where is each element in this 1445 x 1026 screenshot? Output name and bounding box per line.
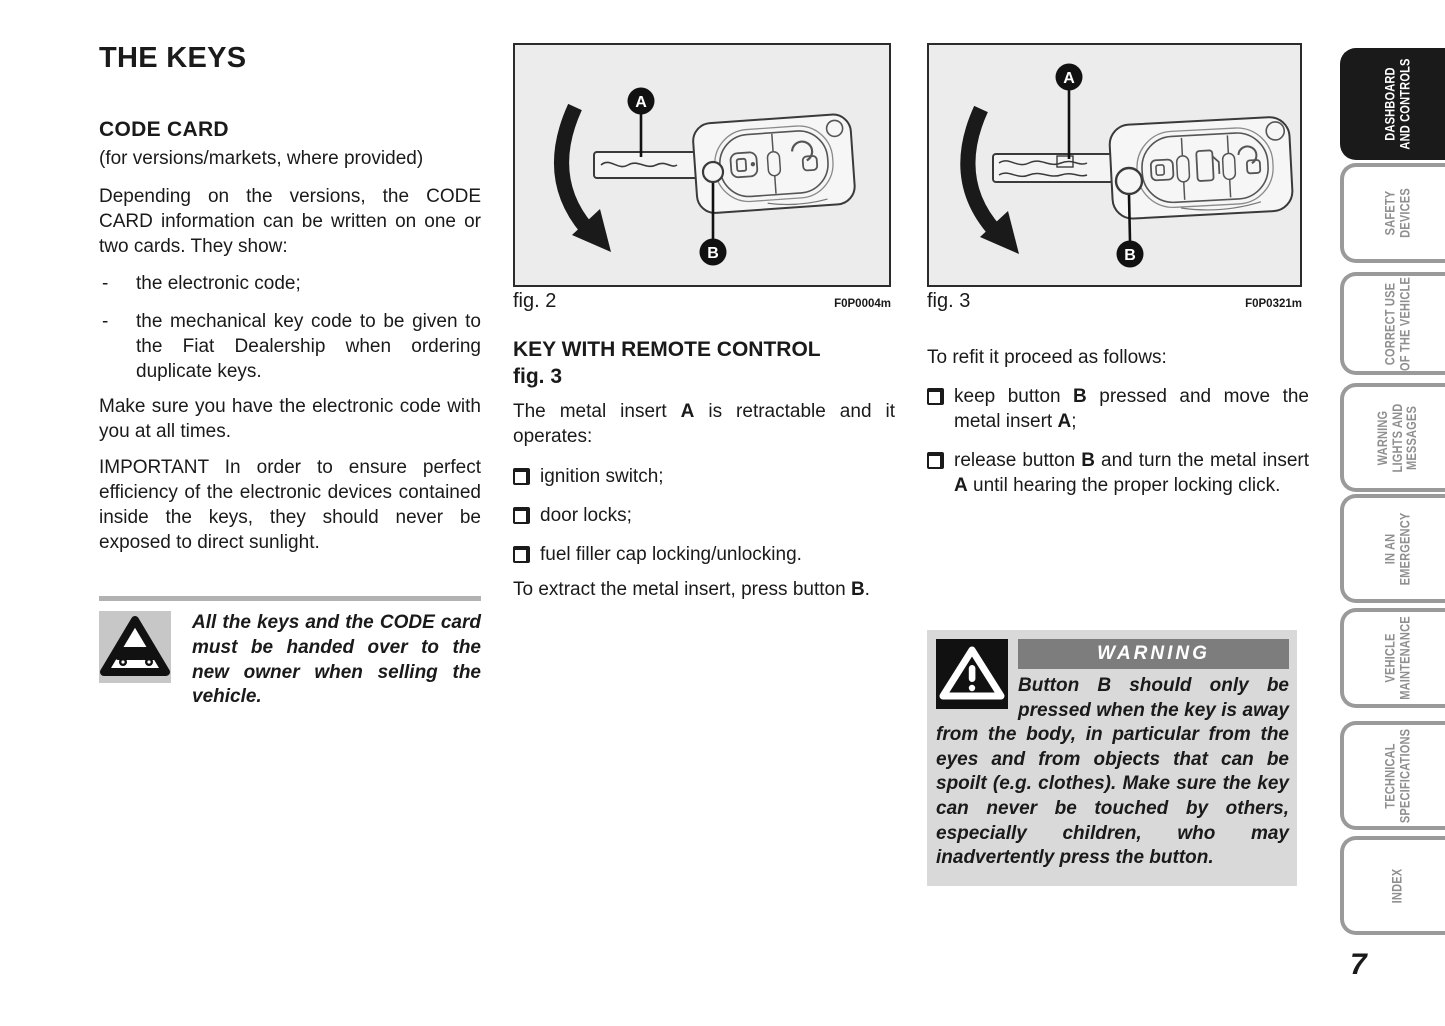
figure-2-caption-text: fig. 2 [513, 290, 557, 312]
note-box [99, 611, 481, 710]
van-warning-icon [99, 611, 171, 683]
bullet-item-text: ignition switch; [540, 466, 664, 487]
warning-title: WARNING [1097, 643, 1210, 664]
bullet-item-text: keep button B pressed and move the metal insert A; [954, 386, 1309, 432]
callout-a-label: A [635, 94, 647, 111]
page-title: THE KEYS [99, 42, 247, 74]
sidebar-tab-in-an-emergency [1340, 494, 1445, 603]
sidebar-tab-label: CORRECT USE OF THE VEHICLE [1382, 276, 1412, 371]
sidebar-tab-warning-lights-and-messages [1340, 383, 1445, 492]
dash-list [99, 271, 481, 397]
sidebar-tab-correct-use-of-the-vehicle [1340, 272, 1445, 375]
dash-list-item [99, 271, 481, 296]
key-remote-heading [513, 336, 895, 390]
sidebar-tab-label: VEHICLE MAINTENANCE [1382, 616, 1412, 700]
paragraph-code-card: Depending on the versions, the CODE CARD information can be written on one or two cards. They show: [99, 186, 481, 257]
left-column [99, 40, 481, 740]
paragraph-electronic-code: Make sure you have the electronic code with you at all times. [99, 396, 481, 442]
square-bullet-icon [927, 452, 944, 469]
figure-2-code: F0P0004m [834, 298, 891, 310]
right-bullet-list [927, 384, 1309, 512]
code-card-section-header [99, 118, 481, 172]
middle-column [513, 40, 895, 740]
figure-3-caption-text: fig. 3 [927, 290, 971, 312]
note-text: All the keys and the CODE card must be handed over to the new owner when selling the vehicle. [192, 612, 481, 708]
sidebar-tab-label: INDEX [1389, 868, 1405, 903]
paragraph-metal-insert: The metal insert A is retractable and it operates: [513, 401, 895, 447]
mid-bullet-list [513, 464, 895, 581]
dash-marker: - [102, 273, 109, 294]
paragraph-refit-intro: To refit it proceed as follows: [927, 347, 1167, 368]
sidebar-tab-technical-specifications [1340, 721, 1445, 830]
figure-2 [513, 43, 891, 287]
dash-list-item [99, 309, 481, 384]
bullet-list-item [927, 384, 1309, 434]
sidebar-tab-label: SAFETY DEVICES [1382, 188, 1412, 238]
callout-a-label: A [1063, 70, 1075, 87]
callout-b-label: B [1124, 247, 1136, 264]
paragraph-extract: To extract the metal insert, press button B. [513, 579, 870, 600]
sidebar-tab-dashboard-and-controls [1340, 48, 1445, 160]
dash-marker: - [102, 311, 109, 332]
warning-body: Button B should only be pressed when the key is away from the body, in particular from the eyes and from objects that can be spoilt (e.g. clothes). Make sure the key can never be touched by others, especially children, who may inadvertently press the button. [936, 675, 1289, 869]
bullet-list-item [513, 503, 895, 528]
note-divider [99, 596, 481, 601]
dash-item-text: the mechanical key code to be given to the Fiat Dealership when ordering duplicate keys. [136, 311, 481, 382]
callout-b-label: B [707, 245, 719, 262]
sidebar-tab-vehicle-maintenance [1340, 608, 1445, 708]
page-number: 7 [1350, 948, 1367, 981]
figure-3-code: F0P0321m [1245, 298, 1302, 310]
right-column [927, 40, 1309, 900]
warning-header [1018, 639, 1289, 669]
warning-triangle-icon [936, 639, 1008, 709]
heading-line-2: fig. 3 [513, 365, 563, 388]
square-bullet-icon [513, 507, 530, 524]
bullet-item-text: release button B and turn the metal insert A until hearing the proper locking click. [954, 450, 1310, 496]
section-heading: CODE CARD [99, 118, 229, 141]
square-bullet-icon [927, 388, 944, 405]
square-bullet-icon [513, 546, 530, 563]
figure-3-drawing [929, 45, 1300, 285]
figure-2-caption [513, 290, 891, 313]
sidebar-tab-label: IN AN EMERGENCY [1382, 512, 1412, 585]
paragraph-important: IMPORTANT In order to ensure perfect efficiency of the electronic devices contained inside the keys, they should never be exposed to direct sunlight. [99, 457, 481, 553]
section-subheading: (for versions/markets, where provided) [99, 148, 424, 169]
warning-box [927, 630, 1297, 886]
sidebar-tab-safety-devices [1340, 163, 1445, 263]
sidebar-tab-label: WARNING LIGHTS AND MESSAGES [1375, 403, 1420, 472]
figure-2-drawing [515, 45, 889, 285]
square-bullet-icon [513, 468, 530, 485]
key-fob [1109, 116, 1294, 219]
sidebar-tab-index [1340, 836, 1445, 935]
bullet-item-text: fuel filler cap locking/unlocking. [540, 544, 802, 565]
figure-3-caption [927, 290, 1302, 313]
sidebar-tab-label: DASHBOARD AND CONTROLS [1382, 58, 1412, 150]
figure-3 [927, 43, 1302, 287]
dash-item-text: the electronic code; [136, 273, 301, 294]
bullet-item-text: door locks; [540, 505, 632, 526]
bullet-list-item [927, 448, 1309, 498]
bullet-list-item [513, 464, 895, 489]
heading-line-1: KEY WITH REMOTE CONTROL [513, 338, 821, 361]
sidebar-tab-label: TECHNICAL SPECIFICATIONS [1382, 728, 1412, 823]
bullet-list-item [513, 542, 895, 567]
